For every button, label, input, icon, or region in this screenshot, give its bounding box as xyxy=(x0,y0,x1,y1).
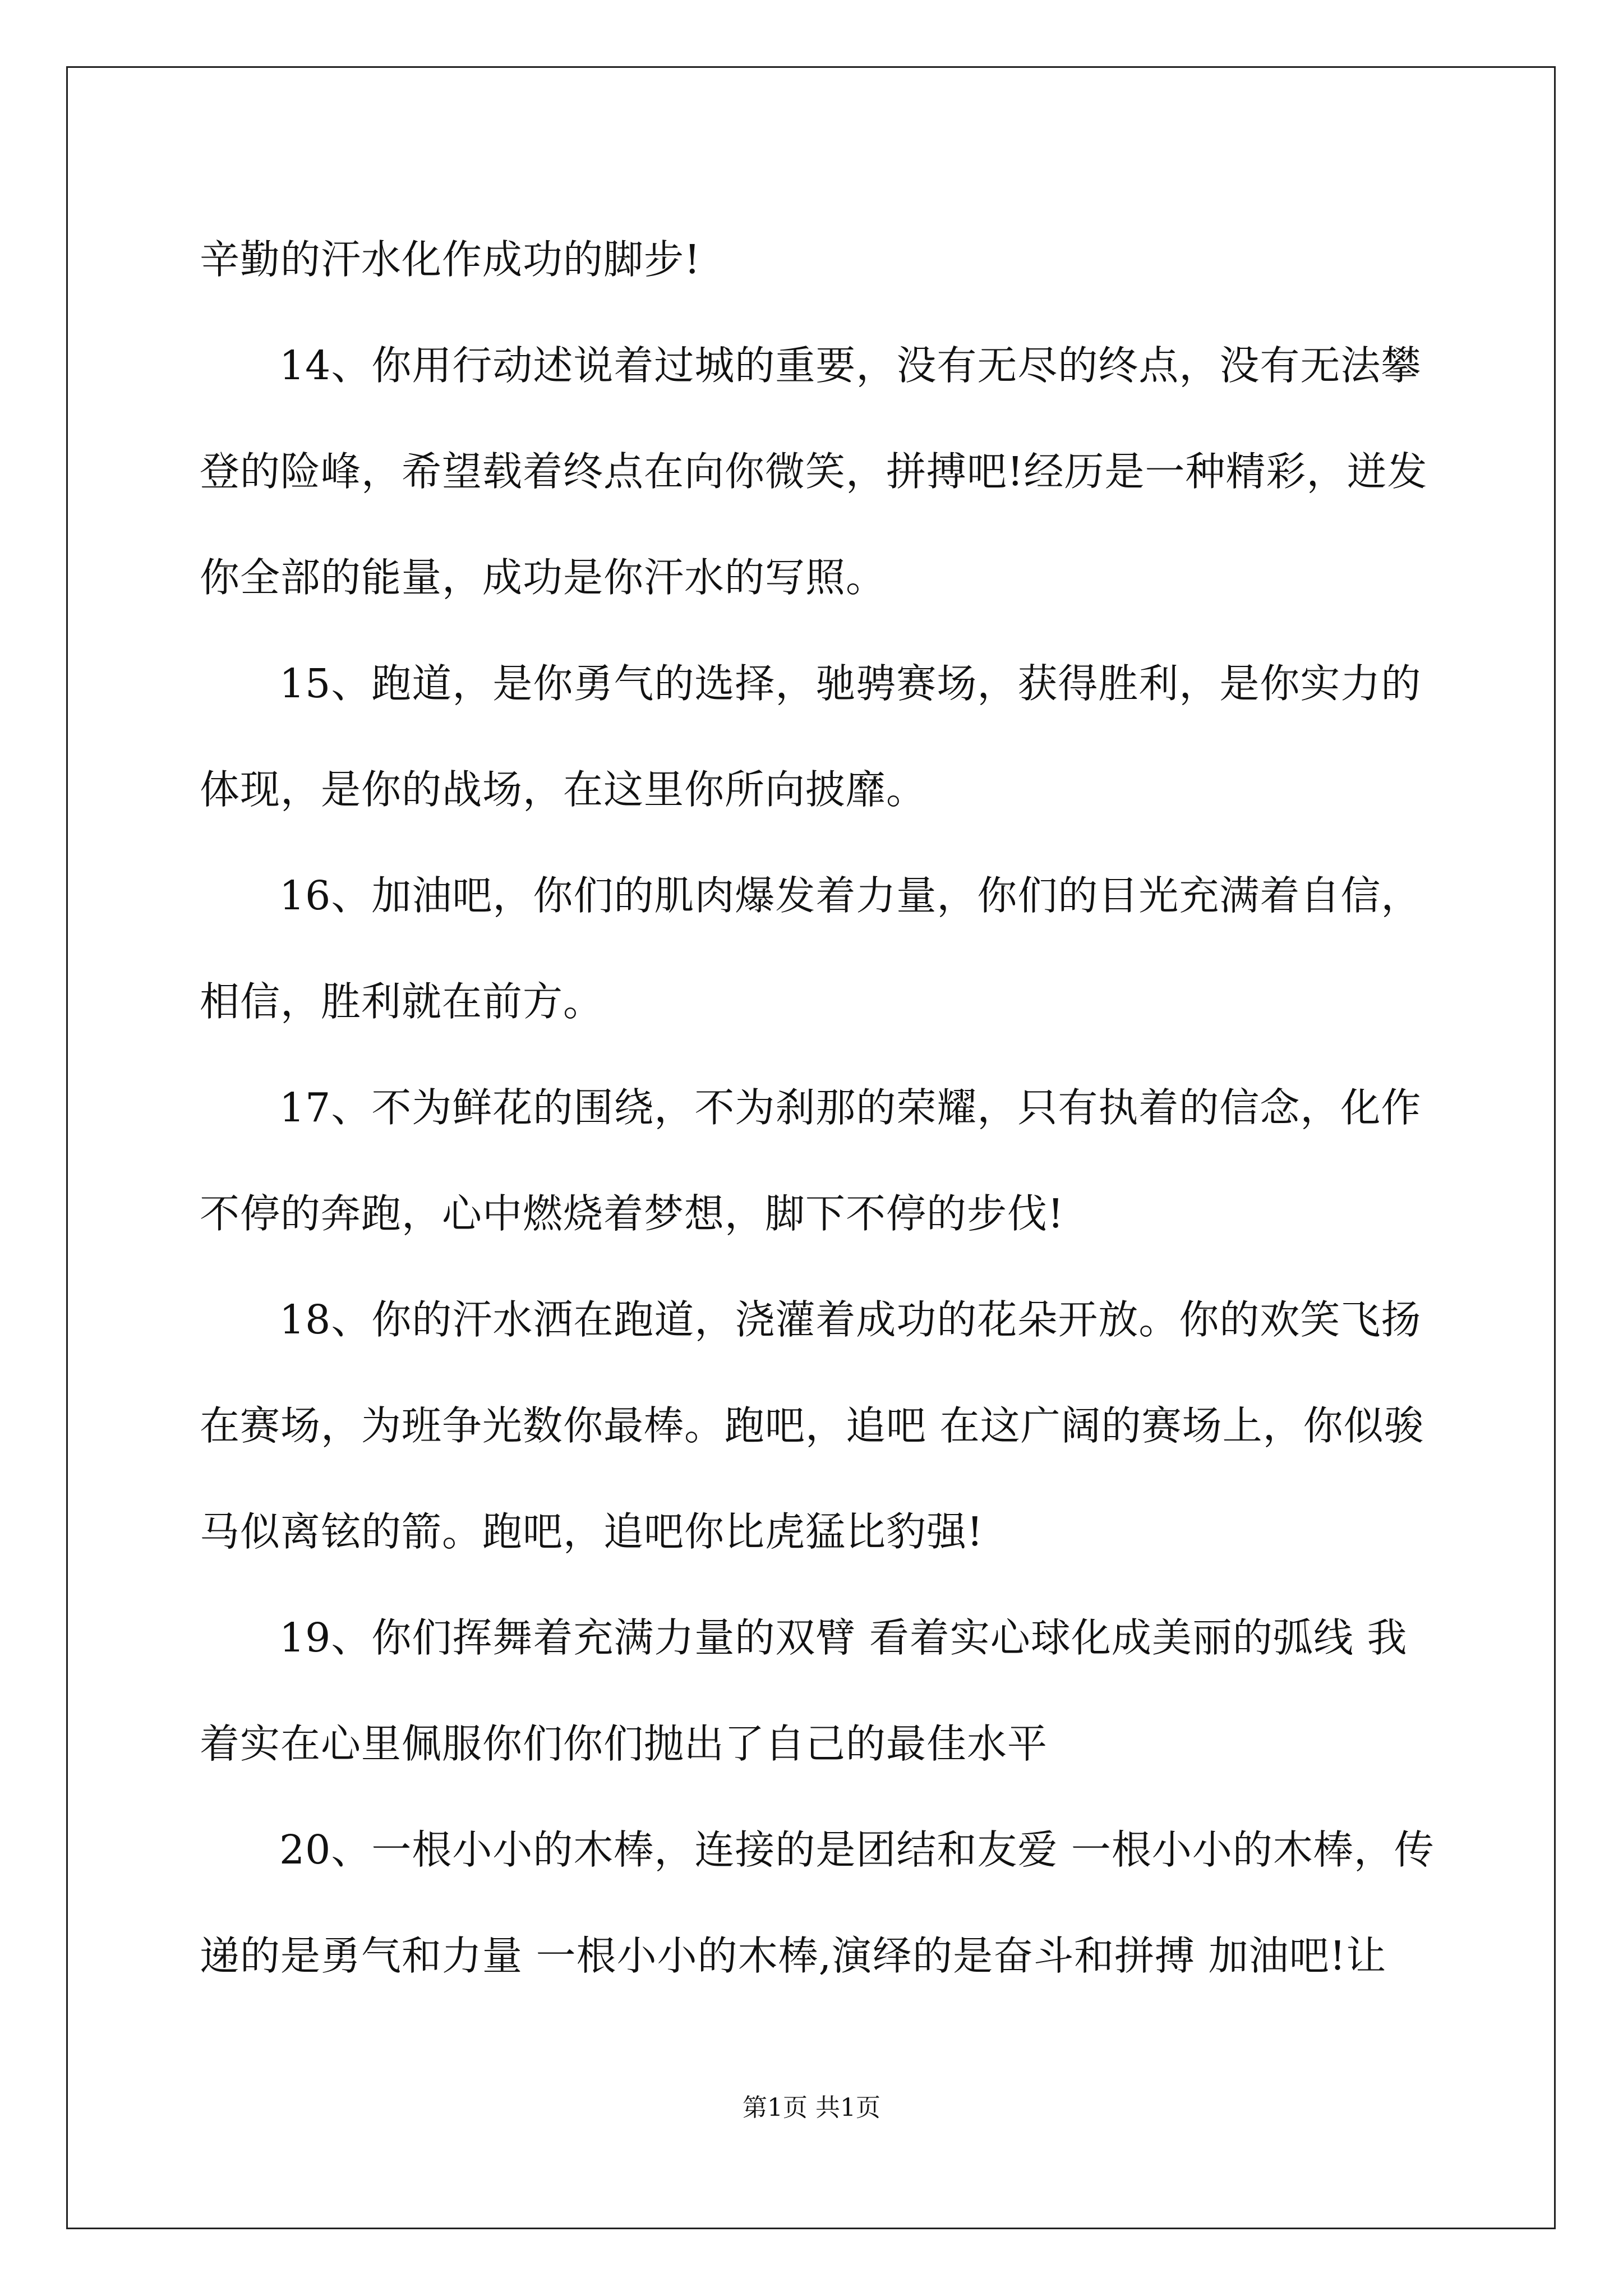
text-line: 19、你们挥舞着充满力量的双臂 看着实心球化成美丽的弧线 我 xyxy=(279,1614,1408,1661)
text-line: 14、你用行动述说着过城的重要，没有无尽的终点，没有无法攀 xyxy=(279,342,1422,389)
text-line: 登的险峰，希望载着终点在向你微笑，拼搏吧!经历是一种精彩，迸发 xyxy=(200,448,1428,495)
text-line: 体现，是你的战场，在这里你所向披靡。 xyxy=(200,766,927,813)
page-number: 第1页 共1页 xyxy=(743,2093,880,2122)
text-line: 不停的奔跑，心中燃烧着梦想，脚下不停的步伐! xyxy=(200,1190,1064,1237)
text-line: 16、加油吧，你们的肌肉爆发着力量，你们的目光充满着自信， xyxy=(279,872,1422,919)
text-line: 20、一根小小的木棒，连接的是团结和友爱 一根小小的木棒，传 xyxy=(279,1826,1435,1873)
text-line: 15、跑道，是你勇气的选择，驰骋赛场，获得胜利，是你实力的 xyxy=(279,660,1422,707)
text-line: 马似离铉的箭。跑吧，追吧你比虎猛比豹强! xyxy=(200,1508,984,1555)
document-body xyxy=(200,206,1439,2009)
text-line: 辛勤的汗水化作成功的脚步! xyxy=(200,236,701,283)
text-line: 在赛场，为班争光数你最棒。跑吧，追吧 在这广阔的赛场上，你似骏 xyxy=(200,1402,1424,1449)
page-footer xyxy=(0,2091,1623,2125)
text-line: 17、不为鲜花的围绕，不为刹那的荣耀，只有执着的信念，化作 xyxy=(279,1084,1422,1131)
text-line: 递的是勇气和力量 一根小小的木棒,演绎的是奋斗和拼搏 加油吧!让 xyxy=(200,1932,1387,1979)
text-line: 18、你的汗水洒在跑道，浇灌着成功的花朵开放。你的欢笑飞扬 xyxy=(279,1296,1422,1343)
text-line: 你全部的能量，成功是你汗水的写照。 xyxy=(200,554,887,601)
text-line: 着实在心里佩服你们你们抛出了自己的最佳水平 xyxy=(200,1720,1048,1767)
text-line: 相信，胜利就在前方。 xyxy=(200,978,604,1025)
